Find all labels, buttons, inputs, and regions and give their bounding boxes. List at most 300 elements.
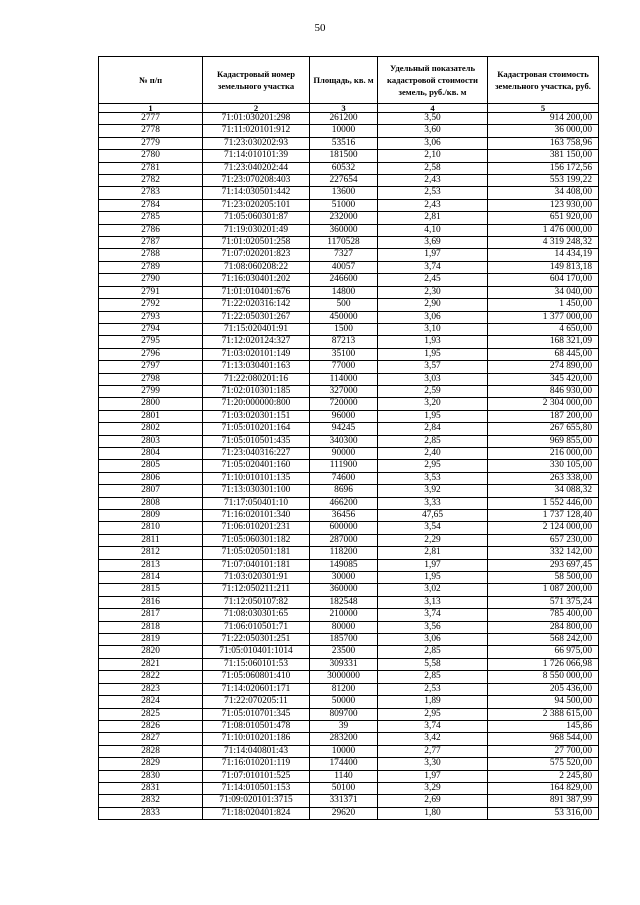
cell-cadastral-number: 71:08:060208:22 — [203, 261, 310, 273]
table-row — [99, 125, 599, 137]
cell-cadastral-number: 71:12:050107:82 — [203, 596, 310, 608]
table-row — [99, 348, 599, 360]
cell-cadastral-cost: 1 726 066,98 — [488, 658, 599, 670]
cell-area: 232000 — [310, 212, 378, 224]
cell-cadastral-cost: 94 500,00 — [488, 696, 599, 708]
cell-unit-cost: 3,74 — [378, 609, 488, 621]
cell-number: 2796 — [99, 348, 203, 360]
cell-cadastral-cost: 575 520,00 — [488, 758, 599, 770]
cell-unit-cost: 2,30 — [378, 286, 488, 298]
cell-cadastral-number: 71:02:010301:185 — [203, 385, 310, 397]
table-row — [99, 609, 599, 621]
cell-cadastral-number: 71:05:060301:87 — [203, 212, 310, 224]
table-row — [99, 460, 599, 472]
cell-area: 1500 — [310, 323, 378, 335]
cell-number: 2833 — [99, 807, 203, 819]
cell-cadastral-number: 71:22:020316:142 — [203, 299, 310, 311]
table-row — [99, 113, 599, 125]
cell-unit-cost: 3,29 — [378, 782, 488, 794]
cell-cadastral-cost: 1 087 200,00 — [488, 584, 599, 596]
table-row — [99, 572, 599, 584]
cell-cadastral-cost: 4 650,00 — [488, 323, 599, 335]
cell-number: 2778 — [99, 125, 203, 137]
cell-unit-cost: 1,89 — [378, 696, 488, 708]
cell-cadastral-number: 71:19:030201:49 — [203, 224, 310, 236]
cell-cadastral-cost: 14 434,19 — [488, 249, 599, 261]
table-row — [99, 150, 599, 162]
cell-unit-cost: 2,43 — [378, 175, 488, 187]
header-row — [99, 57, 599, 104]
cell-area: 87213 — [310, 336, 378, 348]
cell-number: 2821 — [99, 658, 203, 670]
cell-cadastral-cost: 657 230,00 — [488, 534, 599, 546]
cell-cadastral-cost: 553 199,22 — [488, 175, 599, 187]
cell-cadastral-number: 71:22:070205:11 — [203, 696, 310, 708]
cell-number: 2809 — [99, 510, 203, 522]
cell-cadastral-cost: 123 930,00 — [488, 199, 599, 211]
table-row — [99, 137, 599, 149]
cell-cadastral-cost: 164 829,00 — [488, 782, 599, 794]
table-row — [99, 274, 599, 286]
table-row — [99, 336, 599, 348]
cell-cadastral-cost: 58 500,00 — [488, 572, 599, 584]
table-row — [99, 187, 599, 199]
table-row — [99, 237, 599, 249]
cell-cadastral-number: 71:05:010401:1014 — [203, 646, 310, 658]
cadastre-table — [98, 56, 599, 820]
cell-number: 2804 — [99, 447, 203, 459]
table-body — [99, 113, 599, 820]
cell-unit-cost: 3,74 — [378, 261, 488, 273]
column-numbers-row — [99, 104, 599, 113]
cell-number: 2825 — [99, 708, 203, 720]
cell-cadastral-number: 71:16:010201:119 — [203, 758, 310, 770]
cell-cadastral-number: 71:05:060301:182 — [203, 534, 310, 546]
cell-area: 181500 — [310, 150, 378, 162]
cell-number: 2798 — [99, 373, 203, 385]
cell-cadastral-cost: 274 890,00 — [488, 361, 599, 373]
cell-number: 2777 — [99, 113, 203, 125]
cell-unit-cost: 2,81 — [378, 547, 488, 559]
table-row — [99, 311, 599, 323]
cell-number: 2814 — [99, 572, 203, 584]
cell-area: 35100 — [310, 348, 378, 360]
cell-area: 3000000 — [310, 671, 378, 683]
cell-number: 2816 — [99, 596, 203, 608]
cell-cadastral-number: 71:15:020401:91 — [203, 323, 310, 335]
cell-area: 10000 — [310, 745, 378, 757]
cell-unit-cost: 3,92 — [378, 485, 488, 497]
table-row — [99, 472, 599, 484]
cell-area: 182548 — [310, 596, 378, 608]
cell-cadastral-number: 71:14:010101:39 — [203, 150, 310, 162]
cell-unit-cost: 2,69 — [378, 795, 488, 807]
header-area: Площадь, кв. м — [310, 57, 378, 104]
cell-cadastral-cost: 332 142,00 — [488, 547, 599, 559]
cell-cadastral-number: 71:13:030301:100 — [203, 485, 310, 497]
cell-cadastral-cost: 785 400,00 — [488, 609, 599, 621]
cell-unit-cost: 3,33 — [378, 497, 488, 509]
cell-cadastral-number: 71:05:010701:345 — [203, 708, 310, 720]
cell-cadastral-number: 71:01:020501:258 — [203, 237, 310, 249]
cell-cadastral-number: 71:10:010101:135 — [203, 472, 310, 484]
table-row — [99, 683, 599, 695]
cell-number: 2810 — [99, 522, 203, 534]
cell-number: 2820 — [99, 646, 203, 658]
cell-cadastral-number: 71:08:030301:65 — [203, 609, 310, 621]
table-row — [99, 286, 599, 298]
cell-cadastral-number: 71:07:040101:181 — [203, 559, 310, 571]
table-row — [99, 522, 599, 534]
cell-number: 2806 — [99, 472, 203, 484]
table-row — [99, 199, 599, 211]
column-number: 3 — [310, 104, 378, 113]
cell-cadastral-number: 71:22:080201:16 — [203, 373, 310, 385]
cell-area: 261200 — [310, 113, 378, 125]
cell-area: 94245 — [310, 423, 378, 435]
cell-cadastral-cost: 187 200,00 — [488, 410, 599, 422]
cell-area: 13600 — [310, 187, 378, 199]
cell-number: 2801 — [99, 410, 203, 422]
cell-unit-cost: 2,53 — [378, 187, 488, 199]
cell-area: 81200 — [310, 683, 378, 695]
cell-area: 118200 — [310, 547, 378, 559]
cell-cadastral-number: 71:09:020101:3715 — [203, 795, 310, 807]
cell-number: 2823 — [99, 683, 203, 695]
cell-number: 2808 — [99, 497, 203, 509]
cell-area: 114000 — [310, 373, 378, 385]
cell-number: 2819 — [99, 634, 203, 646]
cell-cadastral-number: 71:06:010201:231 — [203, 522, 310, 534]
table-row — [99, 261, 599, 273]
cell-cadastral-cost: 216 000,00 — [488, 447, 599, 459]
cell-area: 39 — [310, 720, 378, 732]
cell-cadastral-cost: 891 387,99 — [488, 795, 599, 807]
cell-cadastral-number: 71:07:020201:823 — [203, 249, 310, 261]
cell-unit-cost: 1,97 — [378, 770, 488, 782]
table-row — [99, 224, 599, 236]
cell-area: 29620 — [310, 807, 378, 819]
table-row — [99, 447, 599, 459]
cell-number: 2799 — [99, 385, 203, 397]
cell-area: 90000 — [310, 447, 378, 459]
cell-cadastral-number: 71:11:020101:912 — [203, 125, 310, 137]
cell-area: 331371 — [310, 795, 378, 807]
cell-unit-cost: 2,85 — [378, 435, 488, 447]
table-row — [99, 175, 599, 187]
cell-cadastral-cost: 914 200,00 — [488, 113, 599, 125]
cell-number: 2822 — [99, 671, 203, 683]
table-row — [99, 323, 599, 335]
cell-number: 2803 — [99, 435, 203, 447]
cell-number: 2790 — [99, 274, 203, 286]
cell-number: 2788 — [99, 249, 203, 261]
cell-cadastral-cost: 284 800,00 — [488, 621, 599, 633]
cell-cadastral-number: 71:14:010501:153 — [203, 782, 310, 794]
cell-number: 2781 — [99, 162, 203, 174]
cell-unit-cost: 5,58 — [378, 658, 488, 670]
cell-unit-cost: 2,95 — [378, 460, 488, 472]
header-unit-cost: Удельный показатель кадастровой стоимости земель, руб./кв. м — [378, 57, 488, 104]
table-row — [99, 361, 599, 373]
cell-cadastral-cost: 604 170,00 — [488, 274, 599, 286]
table-row — [99, 782, 599, 794]
cell-unit-cost: 3,54 — [378, 522, 488, 534]
header-cadastral-cost: Кадастровая стоимость земельного участка, руб. — [488, 57, 599, 104]
cell-cadastral-cost: 68 445,00 — [488, 348, 599, 360]
cell-number: 2791 — [99, 286, 203, 298]
cell-cadastral-number: 71:14:020601:171 — [203, 683, 310, 695]
cell-number: 2783 — [99, 187, 203, 199]
cell-area: 600000 — [310, 522, 378, 534]
cell-cadastral-cost: 53 316,00 — [488, 807, 599, 819]
table-row — [99, 733, 599, 745]
cell-cadastral-cost: 846 930,00 — [488, 385, 599, 397]
cell-area: 720000 — [310, 398, 378, 410]
table-row — [99, 770, 599, 782]
cell-area: 111900 — [310, 460, 378, 472]
cell-unit-cost: 2,10 — [378, 150, 488, 162]
cell-unit-cost: 2,85 — [378, 671, 488, 683]
cell-cadastral-number: 71:05:020501:181 — [203, 547, 310, 559]
cell-area: 80000 — [310, 621, 378, 633]
cell-area: 283200 — [310, 733, 378, 745]
cell-number: 2813 — [99, 559, 203, 571]
cell-area: 309331 — [310, 658, 378, 670]
cell-cadastral-number: 71:05:010501:435 — [203, 435, 310, 447]
table-row — [99, 373, 599, 385]
cell-cadastral-number: 71:14:030501:442 — [203, 187, 310, 199]
cell-area: 51000 — [310, 199, 378, 211]
cell-area: 10000 — [310, 125, 378, 137]
cell-area: 8696 — [310, 485, 378, 497]
cell-number: 2805 — [99, 460, 203, 472]
cell-cadastral-number: 71:17:050401:10 — [203, 497, 310, 509]
cell-area: 40057 — [310, 261, 378, 273]
cell-cadastral-number: 71:07:010101:525 — [203, 770, 310, 782]
cell-number: 2789 — [99, 261, 203, 273]
cell-area: 50000 — [310, 696, 378, 708]
cell-area: 360000 — [310, 584, 378, 596]
cell-cadastral-cost: 2 304 000,00 — [488, 398, 599, 410]
cell-cadastral-cost: 34 408,00 — [488, 187, 599, 199]
cell-number: 2794 — [99, 323, 203, 335]
cell-unit-cost: 3,10 — [378, 323, 488, 335]
cell-cadastral-number: 71:03:020101:149 — [203, 348, 310, 360]
cell-cadastral-cost: 293 697,45 — [488, 559, 599, 571]
cell-unit-cost: 3,02 — [378, 584, 488, 596]
cell-area: 14800 — [310, 286, 378, 298]
table-row — [99, 534, 599, 546]
cell-unit-cost: 1,95 — [378, 348, 488, 360]
cell-number: 2786 — [99, 224, 203, 236]
cell-cadastral-number: 71:15:060101:53 — [203, 658, 310, 670]
cell-cadastral-number: 71:01:030201:298 — [203, 113, 310, 125]
cell-number: 2827 — [99, 733, 203, 745]
cell-number: 2815 — [99, 584, 203, 596]
cell-cadastral-number: 71:22:050301:251 — [203, 634, 310, 646]
cell-unit-cost: 3,30 — [378, 758, 488, 770]
cell-cadastral-cost: 205 436,00 — [488, 683, 599, 695]
cell-unit-cost: 3,42 — [378, 733, 488, 745]
cell-unit-cost: 2,53 — [378, 683, 488, 695]
cell-area: 466200 — [310, 497, 378, 509]
cell-unit-cost: 3,50 — [378, 113, 488, 125]
cell-cadastral-number: 71:23:070208:403 — [203, 175, 310, 187]
cell-cadastral-cost: 1 450,00 — [488, 299, 599, 311]
cell-cadastral-number: 71:03:020301:151 — [203, 410, 310, 422]
cell-area: 149085 — [310, 559, 378, 571]
cell-cadastral-cost: 168 321,09 — [488, 336, 599, 348]
table-row — [99, 299, 599, 311]
table-row — [99, 398, 599, 410]
cell-area: 287000 — [310, 534, 378, 546]
cell-cadastral-cost: 156 172,56 — [488, 162, 599, 174]
cell-number: 2795 — [99, 336, 203, 348]
cell-unit-cost: 3,60 — [378, 125, 488, 137]
cell-cadastral-cost: 345 420,00 — [488, 373, 599, 385]
cell-area: 53516 — [310, 137, 378, 149]
cell-cadastral-cost: 8 550 000,00 — [488, 671, 599, 683]
column-number: 4 — [378, 104, 488, 113]
table-row — [99, 584, 599, 596]
cell-unit-cost: 3,06 — [378, 311, 488, 323]
cell-number: 2807 — [99, 485, 203, 497]
cell-unit-cost: 2,58 — [378, 162, 488, 174]
cell-cadastral-number: 71:12:050211:211 — [203, 584, 310, 596]
cell-area: 185700 — [310, 634, 378, 646]
cell-area: 74600 — [310, 472, 378, 484]
cell-unit-cost: 1,97 — [378, 559, 488, 571]
cell-number: 2830 — [99, 770, 203, 782]
cell-area: 50100 — [310, 782, 378, 794]
cell-number: 2829 — [99, 758, 203, 770]
cell-area: 36456 — [310, 510, 378, 522]
cell-unit-cost: 2,29 — [378, 534, 488, 546]
cell-number: 2831 — [99, 782, 203, 794]
cell-cadastral-cost: 330 105,00 — [488, 460, 599, 472]
cell-cadastral-cost: 1 476 000,00 — [488, 224, 599, 236]
cell-unit-cost: 3,57 — [378, 361, 488, 373]
cell-unit-cost: 4,10 — [378, 224, 488, 236]
cell-unit-cost: 2,43 — [378, 199, 488, 211]
cell-number: 2782 — [99, 175, 203, 187]
table-row — [99, 621, 599, 633]
cell-area: 77000 — [310, 361, 378, 373]
table-row — [99, 423, 599, 435]
cell-cadastral-number: 71:16:030401:202 — [203, 274, 310, 286]
cell-unit-cost: 2,59 — [378, 385, 488, 397]
cell-cadastral-number: 71:03:020301:91 — [203, 572, 310, 584]
column-number: 1 — [99, 104, 203, 113]
cell-area: 174400 — [310, 758, 378, 770]
cell-area: 809700 — [310, 708, 378, 720]
table-row — [99, 249, 599, 261]
cell-cadastral-number: 71:05:020401:160 — [203, 460, 310, 472]
table-row — [99, 634, 599, 646]
cell-area: 500 — [310, 299, 378, 311]
cell-cadastral-cost: 2 388 615,00 — [488, 708, 599, 720]
cell-cadastral-number: 71:23:030202:93 — [203, 137, 310, 149]
table-row — [99, 720, 599, 732]
cell-cadastral-cost: 1 377 000,00 — [488, 311, 599, 323]
cell-cadastral-number: 71:01:010401:676 — [203, 286, 310, 298]
table-row — [99, 671, 599, 683]
cell-unit-cost: 2,45 — [378, 274, 488, 286]
cell-number: 2800 — [99, 398, 203, 410]
cell-cadastral-cost: 263 338,00 — [488, 472, 599, 484]
cell-cadastral-cost: 34 088,32 — [488, 485, 599, 497]
cell-unit-cost: 3,53 — [378, 472, 488, 484]
cell-cadastral-number: 71:06:010501:71 — [203, 621, 310, 633]
table-row — [99, 596, 599, 608]
cell-cadastral-cost: 1 552 446,00 — [488, 497, 599, 509]
table-row — [99, 385, 599, 397]
cell-area: 1140 — [310, 770, 378, 782]
cell-cadastral-cost: 34 040,00 — [488, 286, 599, 298]
cell-unit-cost: 2,84 — [378, 423, 488, 435]
cell-cadastral-number: 71:13:030401:163 — [203, 361, 310, 373]
cell-unit-cost: 1,95 — [378, 410, 488, 422]
table-row — [99, 547, 599, 559]
cell-unit-cost: 3,20 — [378, 398, 488, 410]
cell-cadastral-number: 71:23:020205:101 — [203, 199, 310, 211]
cell-area: 7327 — [310, 249, 378, 261]
cell-unit-cost: 3,74 — [378, 720, 488, 732]
cell-number: 2812 — [99, 547, 203, 559]
table-row — [99, 497, 599, 509]
cell-number: 2802 — [99, 423, 203, 435]
cell-number: 2817 — [99, 609, 203, 621]
cell-unit-cost: 3,69 — [378, 237, 488, 249]
cell-unit-cost: 3,03 — [378, 373, 488, 385]
cell-cadastral-number: 71:16:020101:340 — [203, 510, 310, 522]
table-row — [99, 646, 599, 658]
cell-unit-cost: 1,93 — [378, 336, 488, 348]
cell-number: 2780 — [99, 150, 203, 162]
cell-cadastral-cost: 2 245,80 — [488, 770, 599, 782]
cell-cadastral-cost: 2 124 000,00 — [488, 522, 599, 534]
cell-cadastral-number: 71:23:040316:227 — [203, 447, 310, 459]
cell-number: 2792 — [99, 299, 203, 311]
cell-unit-cost: 47,65 — [378, 510, 488, 522]
header-number: № п/п — [99, 57, 203, 104]
cell-area: 1170528 — [310, 237, 378, 249]
cell-number: 2811 — [99, 534, 203, 546]
table-row — [99, 696, 599, 708]
cell-number: 2793 — [99, 311, 203, 323]
column-number: 2 — [203, 104, 310, 113]
cell-cadastral-cost: 36 000,00 — [488, 125, 599, 137]
cell-cadastral-number: 71:12:020124:327 — [203, 336, 310, 348]
table-row — [99, 658, 599, 670]
table-row — [99, 485, 599, 497]
cell-unit-cost: 3,06 — [378, 634, 488, 646]
cell-area: 96000 — [310, 410, 378, 422]
cell-cadastral-cost: 66 975,00 — [488, 646, 599, 658]
cell-unit-cost: 1,95 — [378, 572, 488, 584]
cell-cadastral-number: 71:22:050301:267 — [203, 311, 310, 323]
cell-unit-cost: 2,85 — [378, 646, 488, 658]
cell-number: 2826 — [99, 720, 203, 732]
cell-cadastral-cost: 968 544,00 — [488, 733, 599, 745]
cell-area: 360000 — [310, 224, 378, 236]
cell-number: 2785 — [99, 212, 203, 224]
table-row — [99, 795, 599, 807]
cell-unit-cost: 2,95 — [378, 708, 488, 720]
cell-cadastral-number: 71:18:020401:824 — [203, 807, 310, 819]
cell-number: 2828 — [99, 745, 203, 757]
